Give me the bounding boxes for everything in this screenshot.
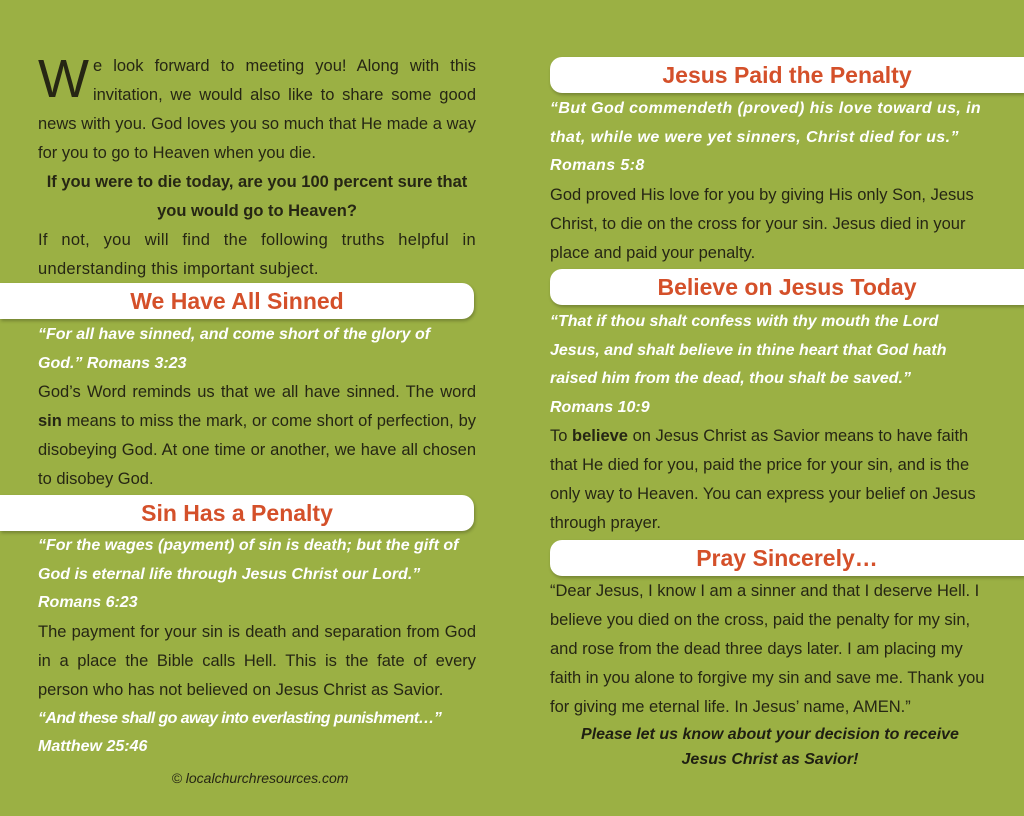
verse-romans-5-8: “But God commendeth (proved) his love toward us, in that, while we were yet sinners, Christ died for us.” Romans 5:8 — [550, 100, 982, 174]
section-jesus-paid-the-penalty — [550, 95, 990, 268]
copyright-footer: © localchurchresources.com — [171, 770, 349, 786]
section-we-have-all-sinned — [38, 321, 476, 494]
verse-romans-6-23: “For the wages (payment) of sin is death; but the gift of God is eternal life through Jesus Christ our Lord.” — [38, 537, 459, 583]
section-title-pray-sincerely: Pray Sincerely… — [550, 540, 1024, 576]
verse-romans-3-23: “For all have sinned, and come short of the glory of God.” Romans 3:23 — [38, 326, 431, 372]
verse-matthew-25-46: “And these shall go away into everlasting punishment…” — [38, 709, 442, 727]
verse-ref-romans-6-23: Romans 6:23 — [38, 594, 138, 611]
section-body: The payment for your sin is death and separation from God in a place the Bible calls Hell. This is the fate of every person who has not believed on Jesus Christ as Savior. — [38, 622, 476, 699]
body-bold-word: sin — [38, 412, 62, 430]
section-believe-on-jesus-today — [550, 308, 990, 538]
section-title-jesus-paid-the-penalty: Jesus Paid the Penalty — [550, 57, 1024, 93]
section-sin-has-a-penalty — [38, 532, 476, 762]
prayer-text: “Dear Jesus, I know I am a sinner and that I deserve Hell. I believe you died on the cross, paid the penalty for my sin, and rose from the dead three days later. I am placing my faith in you alone to forgive my sin and save me. Thank you for giving me eternal life. In Jesus’ name, AMEN.” — [550, 582, 985, 716]
verse-ref-romans-10-9: Romans 10:9 — [550, 398, 650, 416]
body-text: means to miss the mark, or come short of perfection, by disobeying God. At one time or another, we have all chosen to disobey God. — [38, 412, 476, 488]
intro-text: e look forward to meeting you! Along with this invitation, we would also like to share some good news with you. God loves you so much that He made a way for you to go to Heaven when you die. — [38, 57, 476, 162]
intro-question: If you were to die today, are you 100 percent sure that you would go to Heaven? — [46, 173, 468, 220]
drop-cap: W — [38, 49, 89, 109]
body-text: on Jesus Christ as Savior means to have faith that He died for you, paid the price for your sin, and is the only way to Heaven. You can express your belief on Jesus through prayer. — [550, 427, 976, 532]
body-bold-word: believe — [572, 427, 628, 445]
intro-followup: If not, you will find the following truths helpful in understanding this important subject. — [38, 231, 476, 278]
section-body — [550, 422, 990, 538]
body-text: To — [550, 427, 573, 445]
closing-call-to-action: Please let us know about your decision to receive Jesus Christ as Savior! — [581, 726, 959, 768]
verse-romans-10-9: “That if thou shalt confess with thy mouth the Lord Jesus, and shalt believe in thine heart that God hath raised him from the dead, thou shalt be saved.” — [550, 313, 947, 387]
section-body — [38, 378, 476, 494]
section-body: God proved His love for you by giving His only Son, Jesus Christ, to die on the cross for your sin. Jesus died in your place and paid your penalty. — [550, 185, 974, 262]
section-pray-sincerely — [550, 577, 990, 772]
intro-paragraph — [38, 49, 476, 284]
section-title-sin-has-a-penalty: Sin Has a Penalty — [0, 495, 474, 531]
verse-ref-matthew-25-46: Matthew 25:46 — [38, 738, 148, 755]
section-title-we-have-all-sinned: We Have All Sinned — [0, 283, 474, 319]
body-text: God’s Word reminds us that we all have sinned. The word — [38, 383, 476, 401]
section-title-believe-on-jesus-today: Believe on Jesus Today — [550, 269, 1024, 305]
